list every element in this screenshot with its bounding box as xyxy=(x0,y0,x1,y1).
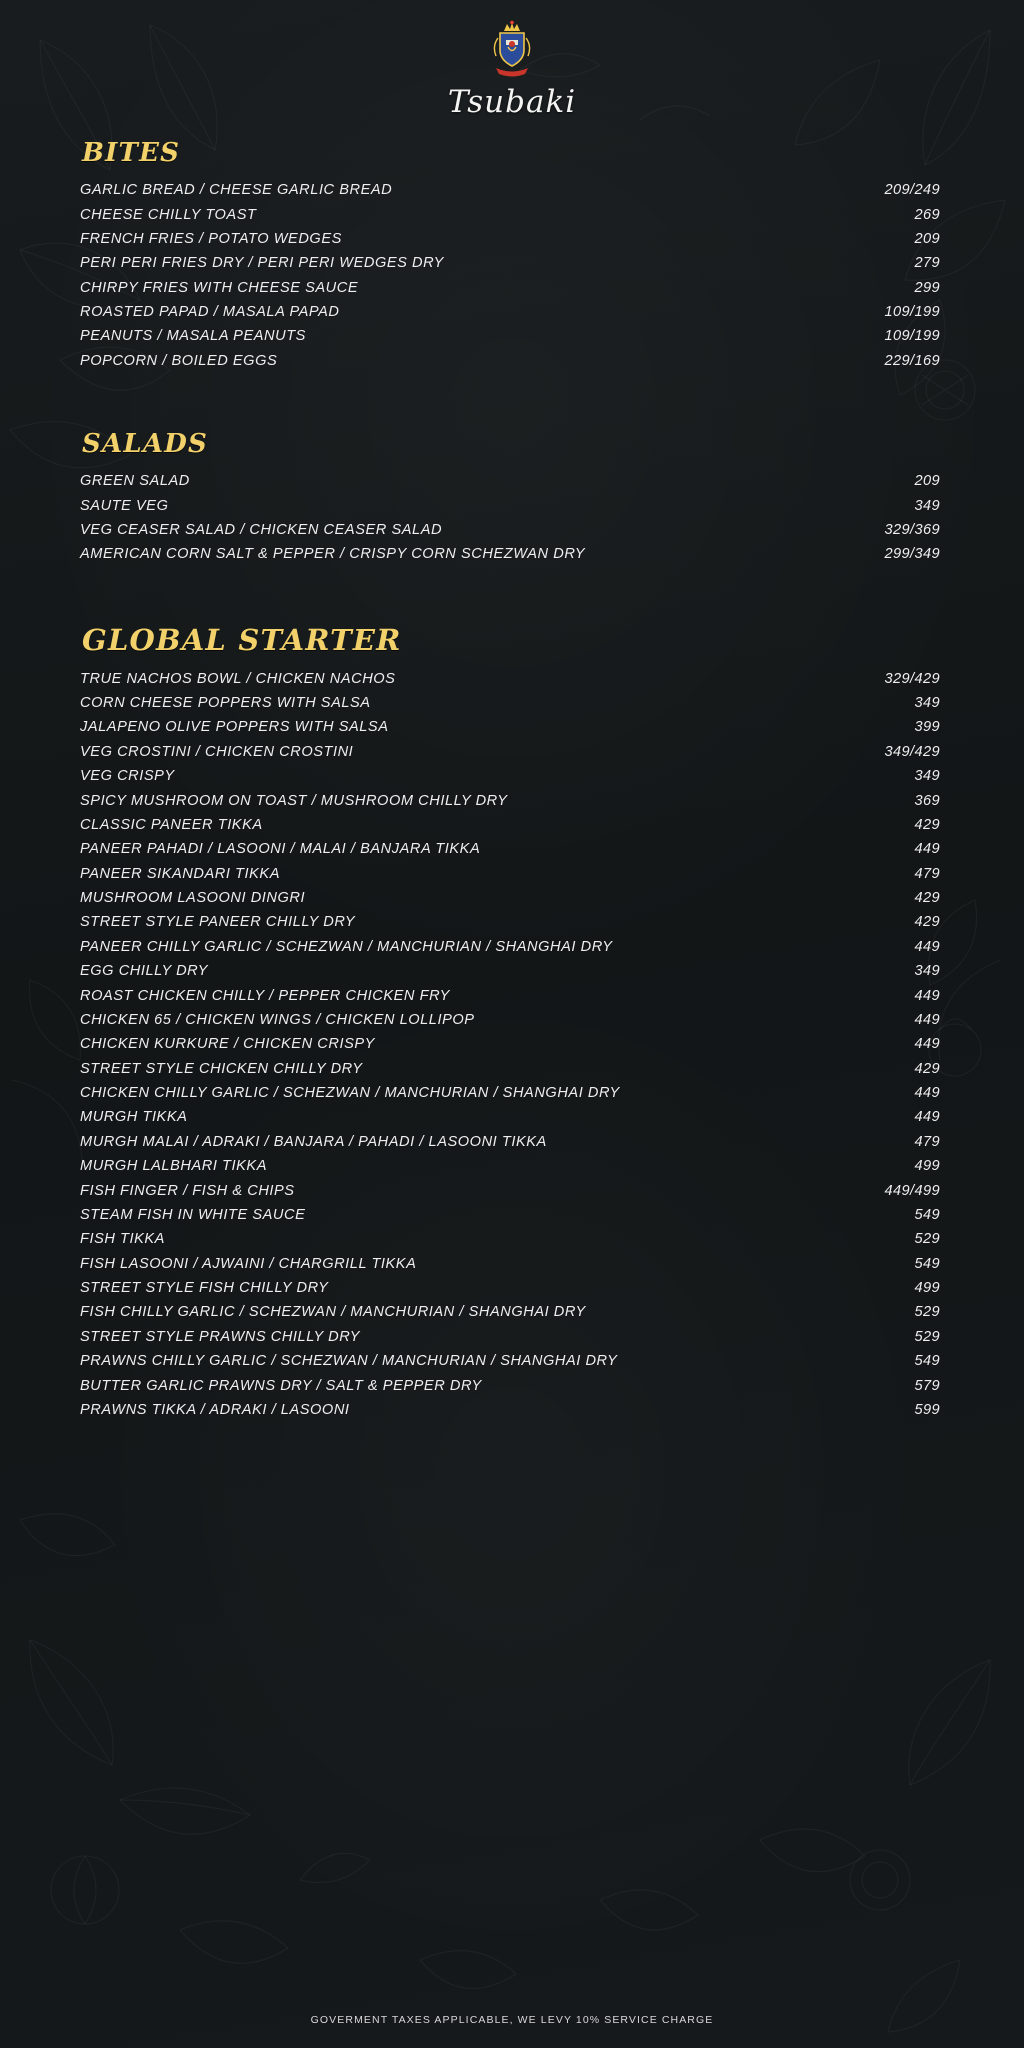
menu-item xyxy=(80,1398,940,1422)
menu-item xyxy=(80,227,940,251)
menu-item xyxy=(80,276,940,300)
item-name: FRENCH FRIES / POTATO WEDGES xyxy=(80,230,342,247)
item-price: 449 xyxy=(914,1085,940,1102)
item-name: CHICKEN 65 / CHICKEN WINGS / CHICKEN LOLLIPOP xyxy=(80,1011,475,1028)
menu-item xyxy=(80,542,940,566)
menu-item xyxy=(80,202,940,226)
item-name: ROASTED PAPAD / MASALA PAPAD xyxy=(80,304,340,321)
item-name: EGG CHILLY DRY xyxy=(80,963,209,980)
item-name: GREEN SALAD xyxy=(80,473,190,490)
item-name: FISH CHILLY GARLIC / SCHEZWAN / MANCHURIAN / SHANGHAI DRY xyxy=(80,1304,586,1321)
item-name: PEANUTS / MASALA PEANUTS xyxy=(80,328,306,345)
section-title: BITES xyxy=(82,138,181,168)
menu-item xyxy=(80,251,940,275)
item-name: VEG CROSTINI / CHICKEN CROSTINI xyxy=(80,743,354,760)
item-name: GARLIC BREAD / CHEESE GARLIC BREAD xyxy=(80,182,393,199)
item-name: CHICKEN CHILLY GARLIC / SCHEZWAN / MANCHURIAN / SHANGHAI DRY xyxy=(80,1085,620,1102)
menu-item xyxy=(80,469,940,493)
item-price: 579 xyxy=(914,1377,940,1394)
menu-item xyxy=(80,886,940,910)
item-name: STREET STYLE PANEER CHILLY DRY xyxy=(80,914,356,931)
menu-item xyxy=(80,518,940,542)
item-price: 449/499 xyxy=(884,1182,940,1199)
item-name: CHIRPY FRIES WITH CHEESE SAUCE xyxy=(80,279,359,296)
menu-item xyxy=(80,667,940,691)
menu-item xyxy=(80,1203,940,1227)
menu-item xyxy=(80,813,940,837)
menu-item xyxy=(80,1300,940,1324)
item-name: PRAWNS CHILLY GARLIC / SCHEZWAN / MANCHURIAN / SHANGHAI DRY xyxy=(80,1353,618,1370)
section-title: SALADS xyxy=(82,429,208,459)
item-price: 479 xyxy=(914,1133,940,1150)
menu-item xyxy=(80,1032,940,1056)
item-price: 449 xyxy=(914,1109,940,1126)
section-bites xyxy=(80,138,940,373)
menu-item xyxy=(80,1276,940,1300)
item-name: PRAWNS TIKKA / ADRAKI / LASOONI xyxy=(80,1401,350,1418)
item-name: CHEESE CHILLY TOAST xyxy=(80,206,257,223)
item-price: 429 xyxy=(914,1060,940,1077)
item-price: 449 xyxy=(914,987,940,1004)
royal-crest-icon xyxy=(486,20,538,78)
item-price: 269 xyxy=(914,206,940,223)
item-name: TRUE NACHOS BOWL / CHICKEN NACHOS xyxy=(80,670,396,687)
item-price: 549 xyxy=(914,1255,940,1272)
item-price: 449 xyxy=(914,938,940,955)
item-name: FISH LASOONI / AJWAINI / CHARGRILL TIKKA xyxy=(80,1255,417,1272)
item-name: MURGH TIKKA xyxy=(80,1109,188,1126)
menu-item xyxy=(80,300,940,324)
item-price: 449 xyxy=(914,841,940,858)
item-name: ROAST CHICKEN CHILLY / PEPPER CHICKEN FRY xyxy=(80,987,450,1004)
item-name: STREET STYLE FISH CHILLY DRY xyxy=(80,1280,329,1297)
item-price: 349/429 xyxy=(884,743,940,760)
menu-item xyxy=(80,740,940,764)
item-price: 349 xyxy=(914,768,940,785)
item-price: 549 xyxy=(914,1353,940,1370)
menu-item xyxy=(80,935,940,959)
item-name: CORN CHEESE POPPERS WITH SALSA xyxy=(80,695,371,712)
item-name: VEG CEASER SALAD / CHICKEN CEASER SALAD xyxy=(80,521,443,538)
brand-name: Tsubaki xyxy=(447,84,577,120)
item-price: 429 xyxy=(914,816,940,833)
section-salads xyxy=(80,429,940,567)
item-price: 349 xyxy=(914,497,940,514)
item-price: 429 xyxy=(914,914,940,931)
menu-item xyxy=(80,1252,940,1276)
item-price: 599 xyxy=(914,1401,940,1418)
menu-item xyxy=(80,862,940,886)
item-price: 529 xyxy=(914,1231,940,1248)
item-price: 329/369 xyxy=(884,521,940,538)
item-name: SAUTE VEG xyxy=(80,497,169,514)
item-name: PANEER SIKANDARI TIKKA xyxy=(80,865,280,882)
item-name: MURGH MALAI / ADRAKI / BANJARA / PAHADI / LASOONI TIKKA xyxy=(80,1133,547,1150)
item-name: MUSHROOM LASOONI DINGRI xyxy=(80,890,306,907)
item-price: 449 xyxy=(914,1036,940,1053)
item-name: BUTTER GARLIC PRAWNS DRY / SALT & PEPPER DRY xyxy=(80,1377,482,1394)
item-name: PANEER PAHADI / LASOONI / MALAI / BANJARA TIKKA xyxy=(80,841,481,858)
item-name: POPCORN / BOILED EGGS xyxy=(80,352,278,369)
menu-sections xyxy=(0,138,1024,1422)
menu-item xyxy=(80,1105,940,1129)
item-price: 499 xyxy=(914,1158,940,1175)
section-title: GLOBAL STARTER xyxy=(82,622,402,657)
menu-item xyxy=(80,764,940,788)
item-price: 349 xyxy=(914,695,940,712)
footer-note: GOVERMENT TAXES APPLICABLE, WE LEVY 10% SERVICE CHARGE xyxy=(310,2014,714,2026)
item-price: 209/249 xyxy=(884,182,940,199)
item-price: 499 xyxy=(914,1280,940,1297)
menu-item xyxy=(80,715,940,739)
item-name: STREET STYLE CHICKEN CHILLY DRY xyxy=(80,1060,363,1077)
item-price: 529 xyxy=(914,1328,940,1345)
menu-item xyxy=(80,493,940,517)
item-name: PANEER CHILLY GARLIC / SCHEZWAN / MANCHURIAN / SHANGHAI DRY xyxy=(80,938,613,955)
item-price: 449 xyxy=(914,1011,940,1028)
item-price: 209 xyxy=(914,230,940,247)
item-price: 329/429 xyxy=(884,670,940,687)
item-price: 399 xyxy=(914,719,940,736)
menu-item xyxy=(80,1227,940,1251)
section-item-list xyxy=(80,667,940,1423)
item-name: FISH TIKKA xyxy=(80,1231,165,1248)
item-name: CHICKEN KURKURE / CHICKEN CRISPY xyxy=(80,1036,375,1053)
menu-item xyxy=(80,324,940,348)
menu-item xyxy=(80,691,940,715)
section-global-starter xyxy=(80,623,940,1423)
item-price: 229/169 xyxy=(884,352,940,369)
item-name: MURGH LALBHARI TIKKA xyxy=(80,1158,267,1175)
item-price: 549 xyxy=(914,1206,940,1223)
menu-item xyxy=(80,1325,940,1349)
item-name: STEAM FISH IN WHITE SAUCE xyxy=(80,1206,306,1223)
item-price: 529 xyxy=(914,1304,940,1321)
menu-item xyxy=(80,1154,940,1178)
item-price: 349 xyxy=(914,963,940,980)
menu-item xyxy=(80,1081,940,1105)
menu-item xyxy=(80,1373,940,1397)
menu-item xyxy=(80,959,940,983)
menu-item xyxy=(80,1349,940,1373)
item-price: 109/199 xyxy=(884,328,940,345)
item-price: 109/199 xyxy=(884,304,940,321)
menu-item xyxy=(80,349,940,373)
item-name: STREET STYLE PRAWNS CHILLY DRY xyxy=(80,1328,361,1345)
menu-item xyxy=(80,1130,940,1154)
item-name: CLASSIC PANEER TIKKA xyxy=(80,816,263,833)
item-price: 369 xyxy=(914,792,940,809)
menu-item xyxy=(80,837,940,861)
item-price: 209 xyxy=(914,473,940,490)
menu-item xyxy=(80,983,940,1007)
item-name: FISH FINGER / FISH & CHIPS xyxy=(80,1182,295,1199)
section-item-list xyxy=(80,469,940,567)
item-price: 299/349 xyxy=(884,546,940,563)
menu-item xyxy=(80,178,940,202)
menu-item xyxy=(80,1057,940,1081)
item-name: AMERICAN CORN SALT & PEPPER / CRISPY CORN SCHEZWAN DRY xyxy=(80,546,586,563)
item-price: 429 xyxy=(914,890,940,907)
menu-item xyxy=(80,910,940,934)
menu-item xyxy=(80,1178,940,1202)
section-item-list xyxy=(80,178,940,373)
item-price: 279 xyxy=(914,255,940,272)
item-price: 479 xyxy=(914,865,940,882)
item-name: JALAPENO OLIVE POPPERS WITH SALSA xyxy=(80,719,389,736)
menu-item xyxy=(80,788,940,812)
item-price: 299 xyxy=(914,279,940,296)
menu-item xyxy=(80,1008,940,1032)
item-name: VEG CRISPY xyxy=(80,768,175,785)
brand-header xyxy=(0,0,1024,120)
item-name: PERI PERI FRIES DRY / PERI PERI WEDGES DRY xyxy=(80,255,444,272)
item-name: SPICY MUSHROOM ON TOAST / MUSHROOM CHILLY DRY xyxy=(80,792,508,809)
